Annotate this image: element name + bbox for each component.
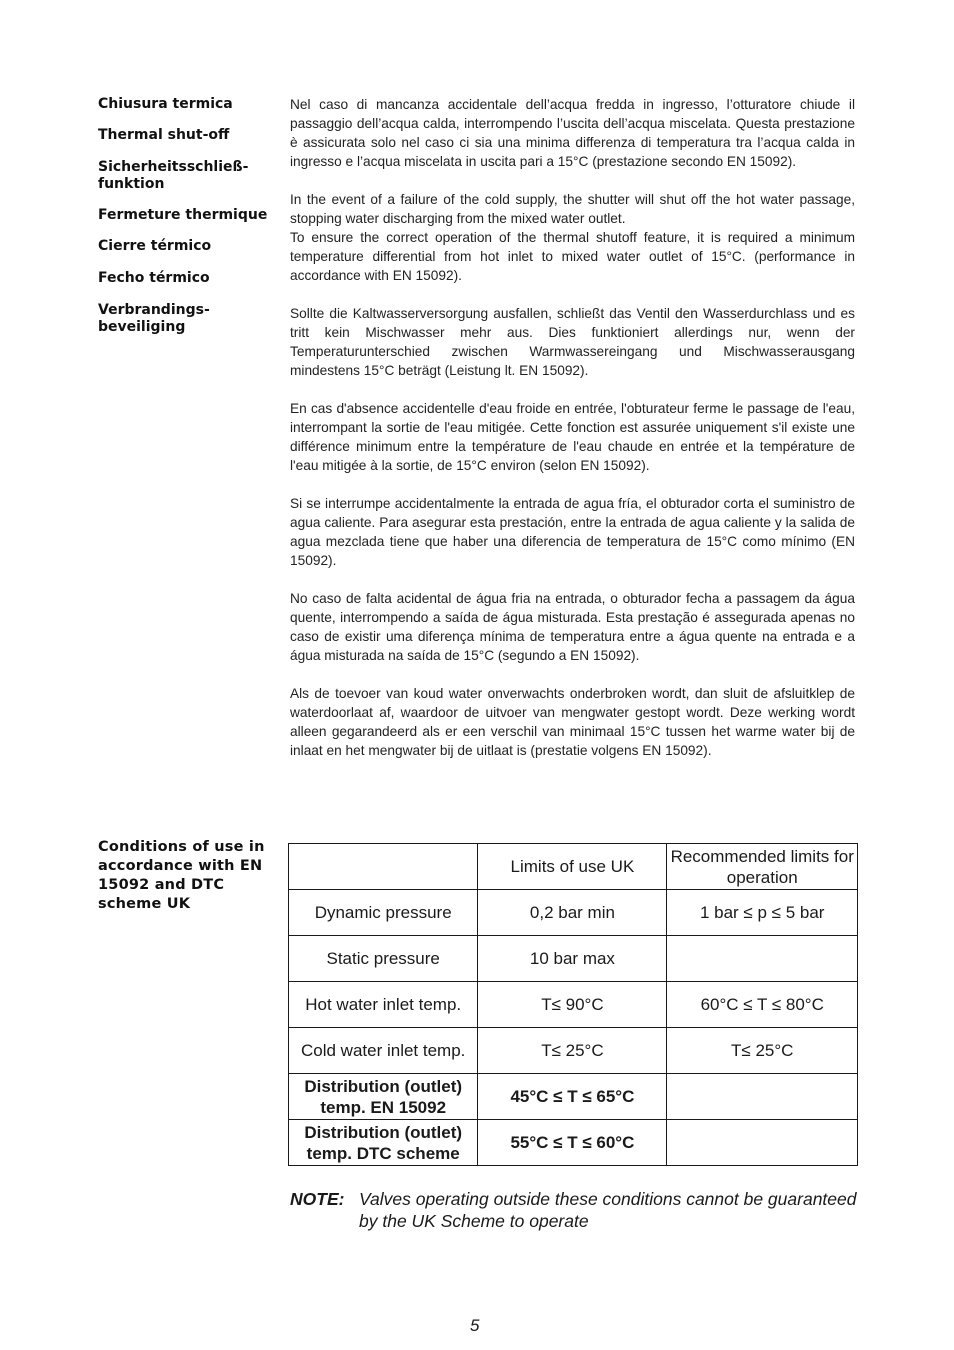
table-row (289, 890, 858, 936)
table-cell: Distribution (outlet) temp. DTC scheme (289, 1120, 478, 1166)
table-cell: Distribution (outlet) temp. EN 15092 (289, 1074, 478, 1120)
note-text: Valves operating outside these conditions cannot be guaranteed by the UK Scheme to operate (359, 1189, 857, 1231)
table-cell: 60°C ≤ T ≤ 80°C (667, 982, 858, 1028)
table-header-row (289, 844, 858, 890)
paragraph-block (290, 95, 855, 779)
page-number: 5 (470, 1316, 480, 1335)
table-header-cell (289, 844, 478, 890)
heading-fermeture-thermique: Fermeture thermique (98, 207, 268, 223)
paragraph-french: En cas d'absence accidentelle d'eau froide en entrée, l'obturateur ferme le passage de l'eau, interrompant la sortie de l'eau mitigée. Cette fonction est assurée uniquement s'il existe une différence minimum entre la température de l'eau chaude en entrée et la température de l'eau mitigée à la sortie, de 15°C environ (selon EN 15092). (290, 401, 855, 473)
paragraph-portuguese: No caso de falta acidental de água fria na entrada, o obturador fecha a passagem da água quente, interrompendo a saída de água misturada. Esta prestação é assegurada apenas no caso de existir uma diferença mínima de temperatura entre a água quente na entrada e a água misturada na saída de 15°C (segundo a EN 15092). (290, 591, 855, 663)
table-cell: 45°C ≤ T ≤ 65°C (478, 1074, 667, 1120)
table-header-cell: Limits of use UK (478, 844, 667, 890)
table-cell: 0,2 bar min (478, 890, 667, 936)
table-cell (667, 1074, 858, 1120)
table-row (289, 1120, 858, 1166)
heading-conditions-of-use: Conditions of use in accordance with EN 15092 and DTC scheme UK (98, 839, 265, 912)
table-row (289, 982, 858, 1028)
table-cell: Static pressure (289, 936, 478, 982)
conditions-table (288, 843, 858, 1166)
paragraph-german: Sollte die Kaltwasserversorgung ausfallen, schließt das Ventil den Wasserdurchlass und es tritt kein Mischwasser mehr aus. Dies funktioniert allerdings nur, wenn der Temperaturunterschied zwischen Warmwassereingang und Mischwasserausgang mindestens 15°C beträgt (Leistung lt. EN 15092). (290, 306, 855, 378)
table-cell: 55°C ≤ T ≤ 60°C (478, 1120, 667, 1166)
paragraph-spanish: Si se interrumpe accidentalmente la entrada de agua fría, el obturador corta el suministro de agua caliente. Para asegurar esta prestación, entre la entrada de agua caliente y la salida de agua mezclada tiene que haber una diferencia de temperatura de 15°C como mínimo (EN 15092). (290, 496, 855, 568)
heading-verbrandingsbeveiliging: Verbrandings- beveiliging (98, 302, 210, 335)
table-header-cell: Recommended limits for operation (667, 844, 858, 890)
heading-cierre-termico: Cierre térmico (98, 238, 212, 254)
heading-thermal-shut-off: Thermal shut-off (98, 127, 230, 143)
table-cell: Dynamic pressure (289, 890, 478, 936)
table-cell: T≤ 25°C (667, 1028, 858, 1074)
table-cell: 1 bar ≤ p ≤ 5 bar (667, 890, 858, 936)
paragraph-english-1: In the event of a failure of the cold supply, the shutter will shut off the hot water passage, stopping water discharging from the mixed water outlet. (290, 192, 855, 226)
paragraph-english-2: To ensure the correct operation of the thermal shutoff feature, it is required a minimum temperature differential from hot inlet to mixed water outlet of 15°C. (performance in accordance with EN 15092). (290, 230, 855, 283)
table-cell: T≤ 90°C (478, 982, 667, 1028)
table-cell: Cold water inlet temp. (289, 1028, 478, 1074)
table-row (289, 1028, 858, 1074)
table-cell (667, 1120, 858, 1166)
note-label: NOTE: (290, 1189, 345, 1209)
heading-fecho-termico: Fecho térmico (98, 270, 210, 286)
table-cell: Hot water inlet temp. (289, 982, 478, 1028)
table-cell: 10 bar max (478, 936, 667, 982)
table-row (289, 936, 858, 982)
heading-chiusura-termica: Chiusura termica (98, 96, 233, 112)
paragraph-italian: Nel caso di mancanza accidentale dell’acqua fredda in ingresso, l’otturatore chiude il passaggio dell’acqua calda, interrompendo l’uscita dell’acqua miscelata. Questa prestazione è assicurata solo nel caso ci sia una minima differenza di temperatura tra l’acqua calda in ingresso e l’acqua miscelata in uscita pari a 15°C (prestazione secondo EN 15092). (290, 97, 855, 169)
table-cell (667, 936, 858, 982)
paragraph-dutch: Als de toevoer van koud water onverwachts onderbroken wordt, dan sluit de afsluitklep de waterdoorlaat af, waardoor de uitvoer van mengwater gestopt wordt. Deze werking wordt alleen gegarandeerd als er een verschil van minimaal 15°C tussen het warme water bij de inlaat en het mengwater bij de uitlaat is (prestatie volgens EN 15092). (290, 686, 855, 758)
heading-sicherheitsschliessfunktion: Sicherheitsschließ- funktion (98, 159, 249, 192)
table-cell: T≤ 25°C (478, 1028, 667, 1074)
table-row (289, 1074, 858, 1120)
